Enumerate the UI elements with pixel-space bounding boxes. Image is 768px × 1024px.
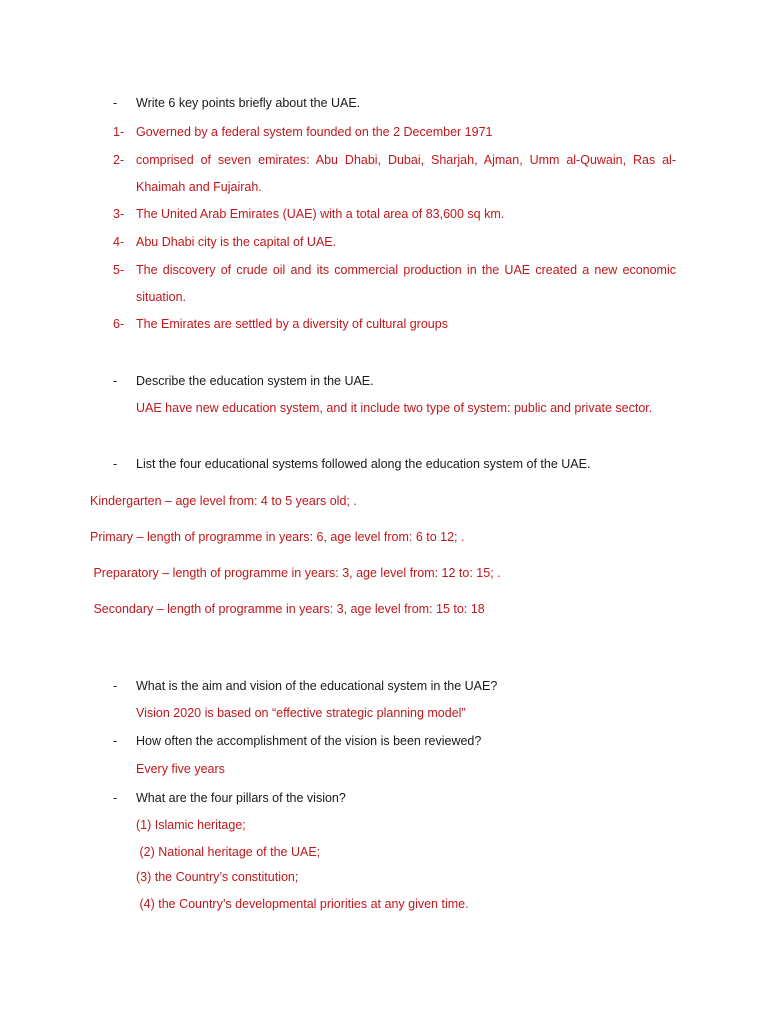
bullet-dash: - — [113, 96, 118, 110]
point-text-continuation: situation. — [136, 290, 187, 304]
pillar-item: (3) the Country’s constitution; — [136, 870, 299, 884]
pillar-item: (1) Islamic heritage; — [136, 818, 246, 832]
bullet-dash: - — [113, 457, 118, 471]
point-number: 2- — [113, 153, 125, 167]
question-text: List the four educational systems followed along the education system of the UAE. — [136, 457, 591, 471]
point-number: 3- — [113, 207, 125, 221]
question-text: How often the accomplishment of the vision is been reviewed? — [136, 734, 482, 748]
question-text: Write 6 key points briefly about the UAE. — [136, 96, 361, 110]
bullet-dash: - — [113, 791, 118, 805]
point-text: The discovery of crude oil and its commercial production in the UAE created a new economic — [136, 263, 676, 277]
answer-text: Every five years — [136, 762, 225, 776]
question-text: What is the aim and vision of the educational system in the UAE? — [136, 679, 498, 693]
point-text: The United Arab Emirates (UAE) with a total area of 83,600 sq km. — [136, 207, 505, 221]
point-number: 4- — [113, 235, 125, 249]
question-text: What are the four pillars of the vision? — [136, 791, 346, 805]
point-number: 1- — [113, 125, 125, 139]
question-text: Describe the education system in the UAE. — [136, 374, 374, 388]
bullet-dash: - — [113, 374, 118, 388]
education-system-item: Kindergarten – age level from: 4 to 5 years old; . — [90, 494, 357, 508]
point-number: 5- — [113, 263, 125, 277]
point-text-continuation: Khaimah and Fujairah. — [136, 180, 262, 194]
answer-text: Vision 2020 is based on “effective strategic planning model” — [136, 706, 466, 720]
point-text: comprised of seven emirates: Abu Dhabi, Dubai, Sharjah, Ajman, Umm al-Quwain, Ras al- — [136, 153, 676, 167]
pillar-item: (4) the Country’s developmental priorities at any given time. — [136, 897, 469, 911]
point-text: Abu Dhabi city is the capital of UAE. — [136, 235, 337, 249]
bullet-dash: - — [113, 679, 118, 693]
education-system-item: Preparatory – length of programme in years: 3, age level from: 12 to: 15; . — [90, 566, 501, 580]
bullet-dash: - — [113, 734, 118, 748]
point-text: Governed by a federal system founded on the 2 December 1971 — [136, 125, 493, 139]
answer-text: UAE have new education system, and it include two type of system: public and private sector. — [136, 401, 653, 415]
education-system-item: Primary – length of programme in years: 6, age level from: 6 to 12; . — [90, 530, 465, 544]
point-text: The Emirates are settled by a diversity of cultural groups — [136, 317, 448, 331]
point-number: 6- — [113, 317, 125, 331]
pillar-item: (2) National heritage of the UAE; — [136, 845, 321, 859]
education-system-item: Secondary – length of programme in years: 3, age level from: 15 to: 18 — [90, 602, 485, 616]
